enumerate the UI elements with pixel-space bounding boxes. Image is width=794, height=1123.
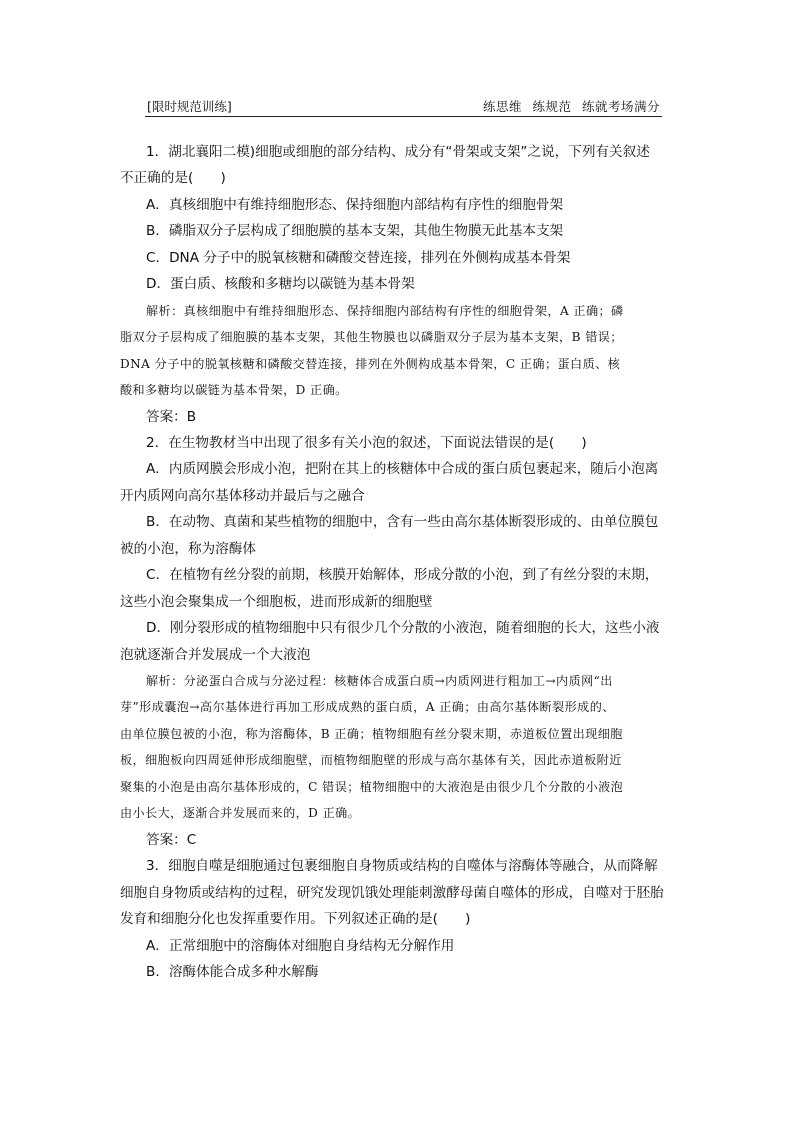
answer-line: 答案：B xyxy=(146,408,197,425)
analysis-line: 聚集的小泡是由高尔基体形成的，C 错误；植物细胞中的大液泡是由很少几个分散的小液泡 xyxy=(120,779,624,794)
text-line: B．在动物、真菌和某些植物的细胞中，含有一些由高尔基体断裂形成的、由单位膜包 xyxy=(146,514,659,531)
text-line: 细胞自身物质或结构的过程，研究发现饥饿处理能刺激酵母菌自噬体的形成，自噬对于胚胎 xyxy=(120,884,664,901)
header-slogan: 练思维 练规范 练就考场满分 xyxy=(483,99,660,114)
text-line: B．溶酶体能合成多种水解酶 xyxy=(146,963,319,980)
page-header xyxy=(145,96,662,117)
text-line: 3．细胞自噬是细胞通过包裹细胞自身物质或结构的自噬体与溶酶体等融合，从而降解 xyxy=(146,858,658,875)
text-line: D．蛋白质、核酸和多糖均以碳链为基本骨架 xyxy=(146,276,415,293)
analysis-line: 由单位膜包被的小泡，称为溶酶体，B 正确；植物细胞有丝分裂末期，赤道板位置出现细胞 xyxy=(120,726,623,741)
text-line: 被的小泡，称为溶酶体 xyxy=(120,540,256,557)
text-line: 开内质网向高尔基体移动并最后与之融合 xyxy=(120,487,365,504)
analysis-line: 解析：分泌蛋白合成与分泌过程：核糖体合成蛋白质→内质网进行粗加工→内质网“出 xyxy=(146,674,613,688)
text-line: 泡就逐渐合并发展成一个大液泡 xyxy=(120,646,311,663)
header-section-title: [限时规范训练] xyxy=(147,99,232,114)
analysis-line: 由小长大，逐渐合并发展而来的，D 正确。 xyxy=(120,806,361,821)
analysis-line: 脂双分子层构成了细胞膜的基本支架，其他生物膜也以磷脂双分子层为基本支架，B 错误； xyxy=(120,330,623,345)
analysis-line: 板，细胞板向四周延伸形成细胞壁，而植物细胞壁的形成与高尔基体有关，因此赤道板附近 xyxy=(120,753,622,768)
text-line: C．DNA 分子中的脱氧核糖和磷酸交替连接，排列在外侧构成基本骨架 xyxy=(146,249,571,266)
text-line: C．在植物有丝分裂的前期，核膜开始解体，形成分散的小泡，到了有丝分裂的末期， xyxy=(146,567,659,584)
text-line: A．内质网膜会形成小泡，把附在其上的核糖体中合成的蛋白质包裹起来，随后小泡离 xyxy=(146,461,659,478)
answer-line: 答案：C xyxy=(146,831,197,848)
text-line: A．真核细胞中有维持细胞形态、保持细胞内部结构有序性的细胞骨架 xyxy=(146,196,564,213)
text-line: 2．在生物教材当中出现了很多有关小泡的叙述，下面说法错误的是( ) xyxy=(146,434,587,451)
text-line: 发育和细胞分化也发挥重要作用。下列叙述正确的是( ) xyxy=(120,911,471,928)
text-line: B．磷脂双分子层构成了细胞膜的基本支架，其他生物膜无此基本支架 xyxy=(146,223,564,240)
text-line: 1．湖北襄阳二模)细胞或细胞的部分结构、成分有“骨架或支架”之说，下列有关叙述 xyxy=(146,144,650,160)
analysis-line: 解析：真核细胞中有维持细胞形态、保持细胞内部结构有序性的细胞骨架，A 正确；磷 xyxy=(146,303,624,318)
text-line: 这些小泡会聚集成一个细胞板，进而形成新的细胞壁 xyxy=(120,593,433,610)
text-line: D．刚分裂形成的植物细胞中只有很少几个分散的小液泡，随着细胞的长大，这些小液 xyxy=(146,620,660,637)
analysis-line: 酸和多糖均以碳链为基本骨架，D 正确。 xyxy=(120,383,348,398)
text-line: 不正确的是( ) xyxy=(120,170,226,187)
analysis-line: 芽”形成囊泡→高尔基体进行再加工形成成熟的蛋白质，A 正确；由高尔基体断裂形成的、 xyxy=(120,700,615,715)
analysis-line: DNA 分子中的脱氧核糖和磷酸交替连接，排列在外侧构成基本骨架，C 正确；蛋白质、核 xyxy=(120,356,621,371)
text-line: A．正常细胞中的溶酶体对细胞自身结构无分解作用 xyxy=(146,937,455,954)
